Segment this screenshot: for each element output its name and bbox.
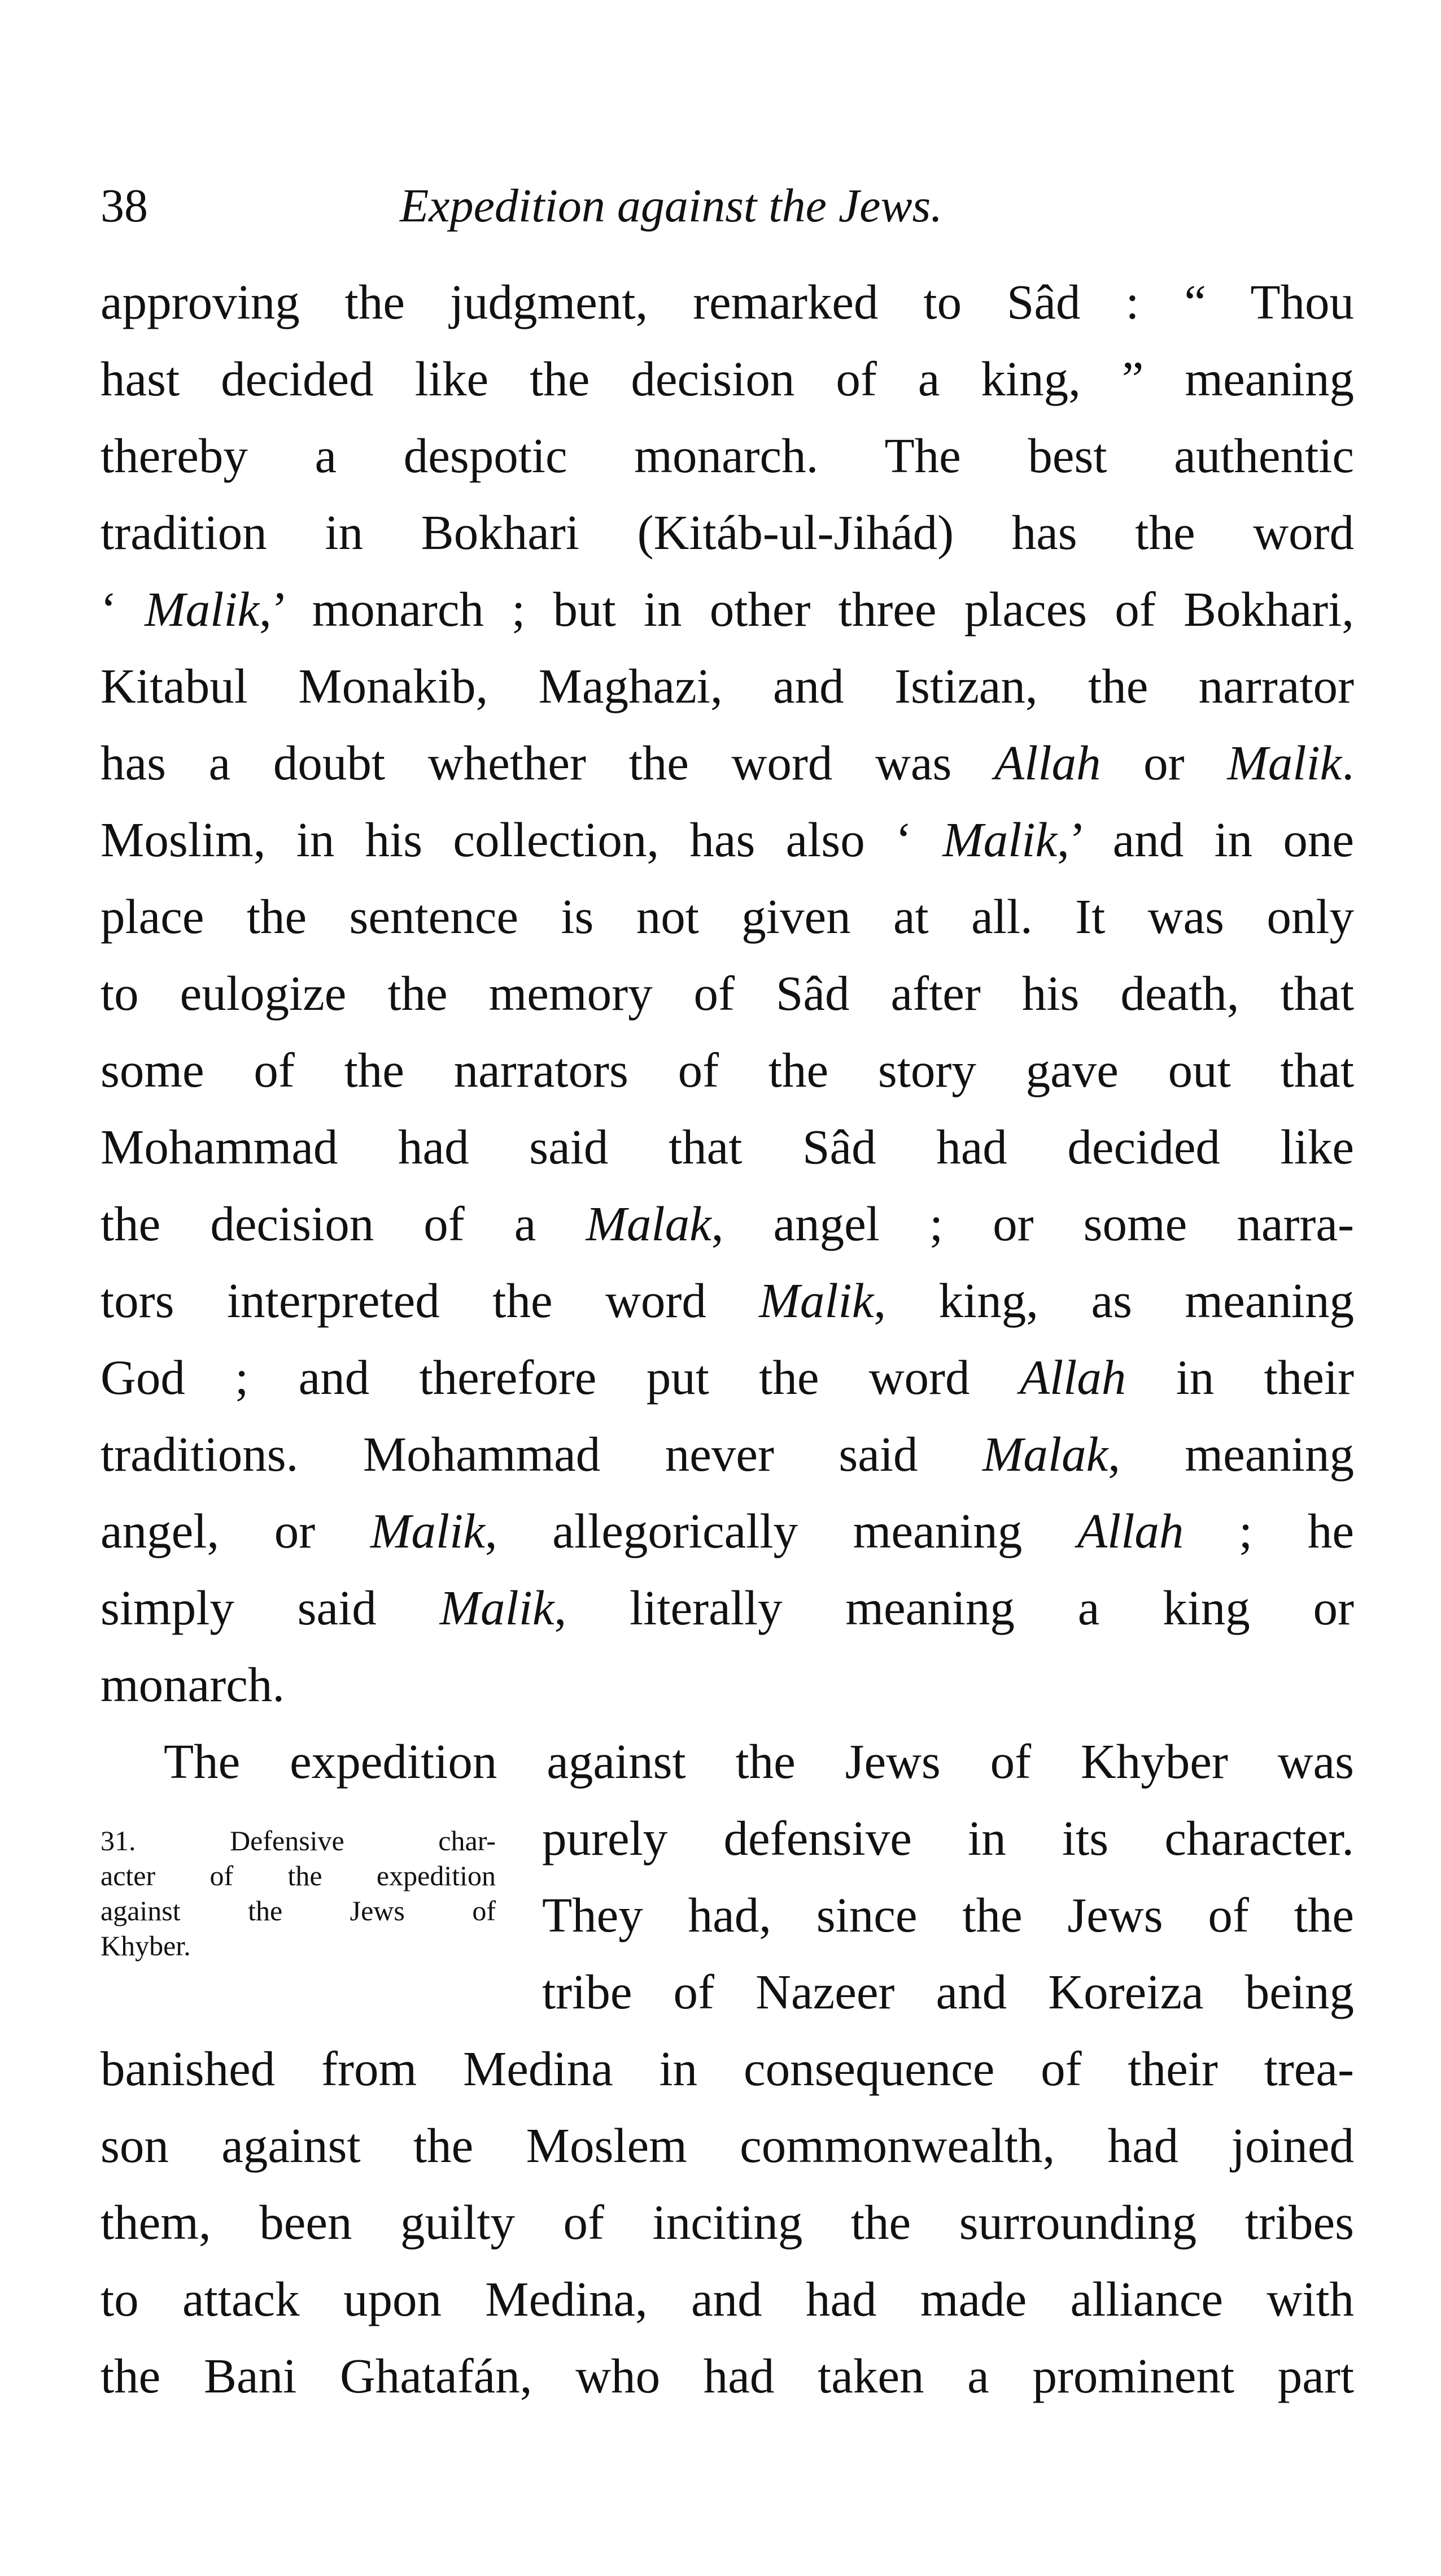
text-line: monarch. bbox=[101, 1657, 285, 1712]
text-line: They had, since the Jews of the bbox=[542, 1888, 1354, 1942]
text-line: them, been guilty of inciting the surrounding tribes bbox=[101, 2195, 1354, 2250]
margin-note-line: acter of the expedition bbox=[101, 1860, 496, 1891]
text-line: simply said Malik, literally meaning a king or bbox=[101, 1580, 1354, 1635]
text-line: banished from Medina in consequence of their trea- bbox=[101, 2041, 1354, 2096]
margin-note bbox=[101, 1823, 496, 1963]
text-line: to eulogize the memory of Sâd after his death, that bbox=[101, 966, 1354, 1021]
text-line: God ; and therefore put the word Allah in their bbox=[101, 1350, 1354, 1405]
text-line: angel, or Malik, allegorically meaning Allah ; he bbox=[101, 1503, 1354, 1558]
margin-note-line: against the Jews of bbox=[101, 1895, 496, 1926]
text-line: purely defensive in its character. bbox=[542, 1811, 1354, 1865]
margin-note-line: Khyber. bbox=[101, 1930, 191, 1962]
text-line: tors interpreted the word Malik, king, as meaning bbox=[101, 1273, 1355, 1328]
text-line: place the sentence is not given at all. It was only bbox=[101, 889, 1354, 944]
text-line: ‘ Malik,’ monarch ; but in other three places of Bokhari, bbox=[101, 582, 1354, 637]
text-line: traditions. Mohammad never said Malak, meaning bbox=[101, 1427, 1354, 1481]
text-line: Moslim, in his collection, has also ‘ Malik,’ and in one bbox=[101, 812, 1354, 867]
text-line: has a doubt whether the word was Allah or Malik. bbox=[101, 735, 1354, 790]
page-number: 38 bbox=[101, 180, 148, 232]
text-line: tradition in Bokhari (Kitáb-ul-Jihád) has the word bbox=[101, 505, 1354, 560]
page-header bbox=[101, 175, 1354, 249]
text-line: the decision of a Malak, angel ; or some narra- bbox=[101, 1196, 1354, 1251]
text-line: thereby a despotic monarch. The best authentic bbox=[101, 428, 1354, 483]
text-line: hast decided like the decision of a king, ” meaning bbox=[101, 351, 1354, 406]
text-line: The expedition against the Jews of Khyber was bbox=[164, 1734, 1354, 1789]
text-line: son against the Moslem commonwealth, had joined bbox=[101, 2118, 1354, 2173]
margin-note-line: 31. Defensive char- bbox=[101, 1825, 496, 1856]
text-line: Mohammad had said that Sâd had decided like bbox=[101, 1119, 1354, 1174]
text-line: approving the judgment, remarked to Sâd : “ Thou bbox=[101, 274, 1354, 329]
text-line: tribe of Nazeer and Koreiza being bbox=[542, 1964, 1354, 2019]
text-line: some of the narrators of the story gave out that bbox=[101, 1043, 1354, 1097]
text-line: to attack upon Medina, and had made alliance with bbox=[101, 2272, 1354, 2326]
text-line: the Bani Ghatafán, who had taken a prominent part bbox=[101, 2348, 1354, 2403]
text-line: Kitabul Monakib, Maghazi, and Istizan, the narrator bbox=[101, 659, 1354, 713]
running-title: Expedition against the Jews. bbox=[400, 180, 943, 232]
